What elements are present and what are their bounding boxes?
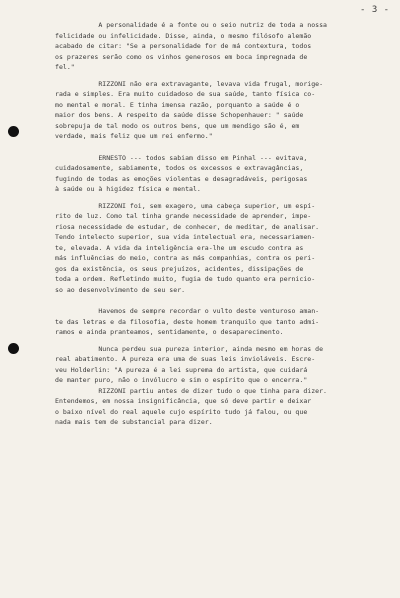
text-line: Entendemos, em nossa insignificância, que só deve partir e deixar <box>55 397 312 405</box>
text-line: os prazeres serão como os vinhos generosos em boca impregnada de <box>55 52 308 61</box>
text-line: veu Holderlin: "A pureza é a lei suprema do artista, que cuidará <box>55 365 308 374</box>
text-line: fel." <box>55 63 75 71</box>
paragraph <box>55 201 391 296</box>
text-line: riosa necessidade de estudar, de conhecer, de meditar, de analisar. <box>55 222 320 231</box>
section-gap <box>55 295 391 306</box>
text-line: te, elevada. A vida da inteligência era-lhe um escudo contra as <box>55 243 304 252</box>
paragraph <box>55 306 391 338</box>
document-section <box>55 153 391 296</box>
text-line: RIZZONI foi, sem exagero, uma cabeça superior, um espí- <box>55 201 316 210</box>
binder-hole-icon <box>8 343 19 354</box>
text-line: ramos e ainda pranteamos, sentidamente, o desaparecimento. <box>55 328 284 336</box>
paragraph <box>55 79 391 142</box>
text-line: A personalidade é a fonte ou o seio nutriz de toda a nossa <box>55 21 327 29</box>
page-number: - 3 - <box>360 5 390 15</box>
text-line: fugindo de todas as emoções violentas e desagradáveis, perigosas <box>55 174 308 183</box>
document-section <box>55 20 391 142</box>
text-line: verdade, mais feliz que um rei enfermo." <box>55 132 213 140</box>
paragraph <box>55 344 391 428</box>
text-line: rada e simples. Era muito cuidadoso de sua saúde, tanto física co- <box>55 90 316 98</box>
text-line: Nunca perdeu sua pureza interior, ainda mesmo em horas de <box>55 344 324 353</box>
text-line: acabado de citar: "Se a personalidade for de má contextura, todos <box>55 42 312 50</box>
text-line: rito de luz. Como tal tinha grande necessidade de aprender, impe- <box>55 212 312 220</box>
text-line: so ao desenvolvimento de seu ser. <box>55 285 186 294</box>
text-line: felicidade ou infelicidade. Disse, ainda, o mesmo filósofo alemão <box>55 31 312 40</box>
binder-hole-icon <box>8 126 19 137</box>
text-line: más influências do meio, contra as más companhias, contra os peri- <box>55 254 316 262</box>
text-line: o baixo nível do real aquele cujo espírito tudo já falou, ou que <box>55 407 308 416</box>
text-line: RIZZONI não era extravagante, levava vida frugal, morige- <box>55 79 324 88</box>
text-line: Tendo intelecto superior, sua vida intelectual era, necessariamen- <box>55 233 316 241</box>
paragraph <box>55 20 391 73</box>
text-line: cuidadosamente, sabiamente, todos os excessos e extravagâncias, <box>55 164 304 172</box>
text-line: Havemos de sempre recordar o vulto deste venturoso aman- <box>55 307 320 315</box>
text-line: ERNESTO --- todos sabiam disso em Pinhal --- evitava, <box>55 153 308 162</box>
text-line: nada mais tem de substancial para dizer. <box>55 418 213 426</box>
text-line: sobrepuja de tal modo os outros bens, que um mendigo são é, em <box>55 121 300 130</box>
text-line: à saúde ou à higidez física e mental. <box>55 185 201 193</box>
document-body <box>55 20 391 428</box>
document-section <box>55 306 391 428</box>
text-line: te das letras e da filosofia, deste homem tranquilo que tanto admi- <box>55 317 320 326</box>
text-line: mo mental e moral. E tinha imensa razão, porquanto a saúde é o <box>55 100 300 109</box>
text-line: toda a ordem. Refletindo muito, fugia de tudo quanto era pernicio- <box>55 275 316 283</box>
text-line: gos da existência, os seus prejuízos, acidentes, dissipações de <box>55 264 304 273</box>
paragraph <box>55 153 391 195</box>
text-line: maior dos bens. A respeito da saúde disse Schopenhauer: " saúde <box>55 111 304 119</box>
text-line: de manter puro, não o invólucro e sim o espírito que o encerra." <box>55 376 308 384</box>
section-gap <box>55 142 391 153</box>
text-line: RIZZONI partiu antes de dizer tudo o que tinha para dizer. <box>55 386 327 395</box>
text-line: real abatimento. A pureza era uma de suas leis invioláveis. Escre- <box>55 355 316 363</box>
